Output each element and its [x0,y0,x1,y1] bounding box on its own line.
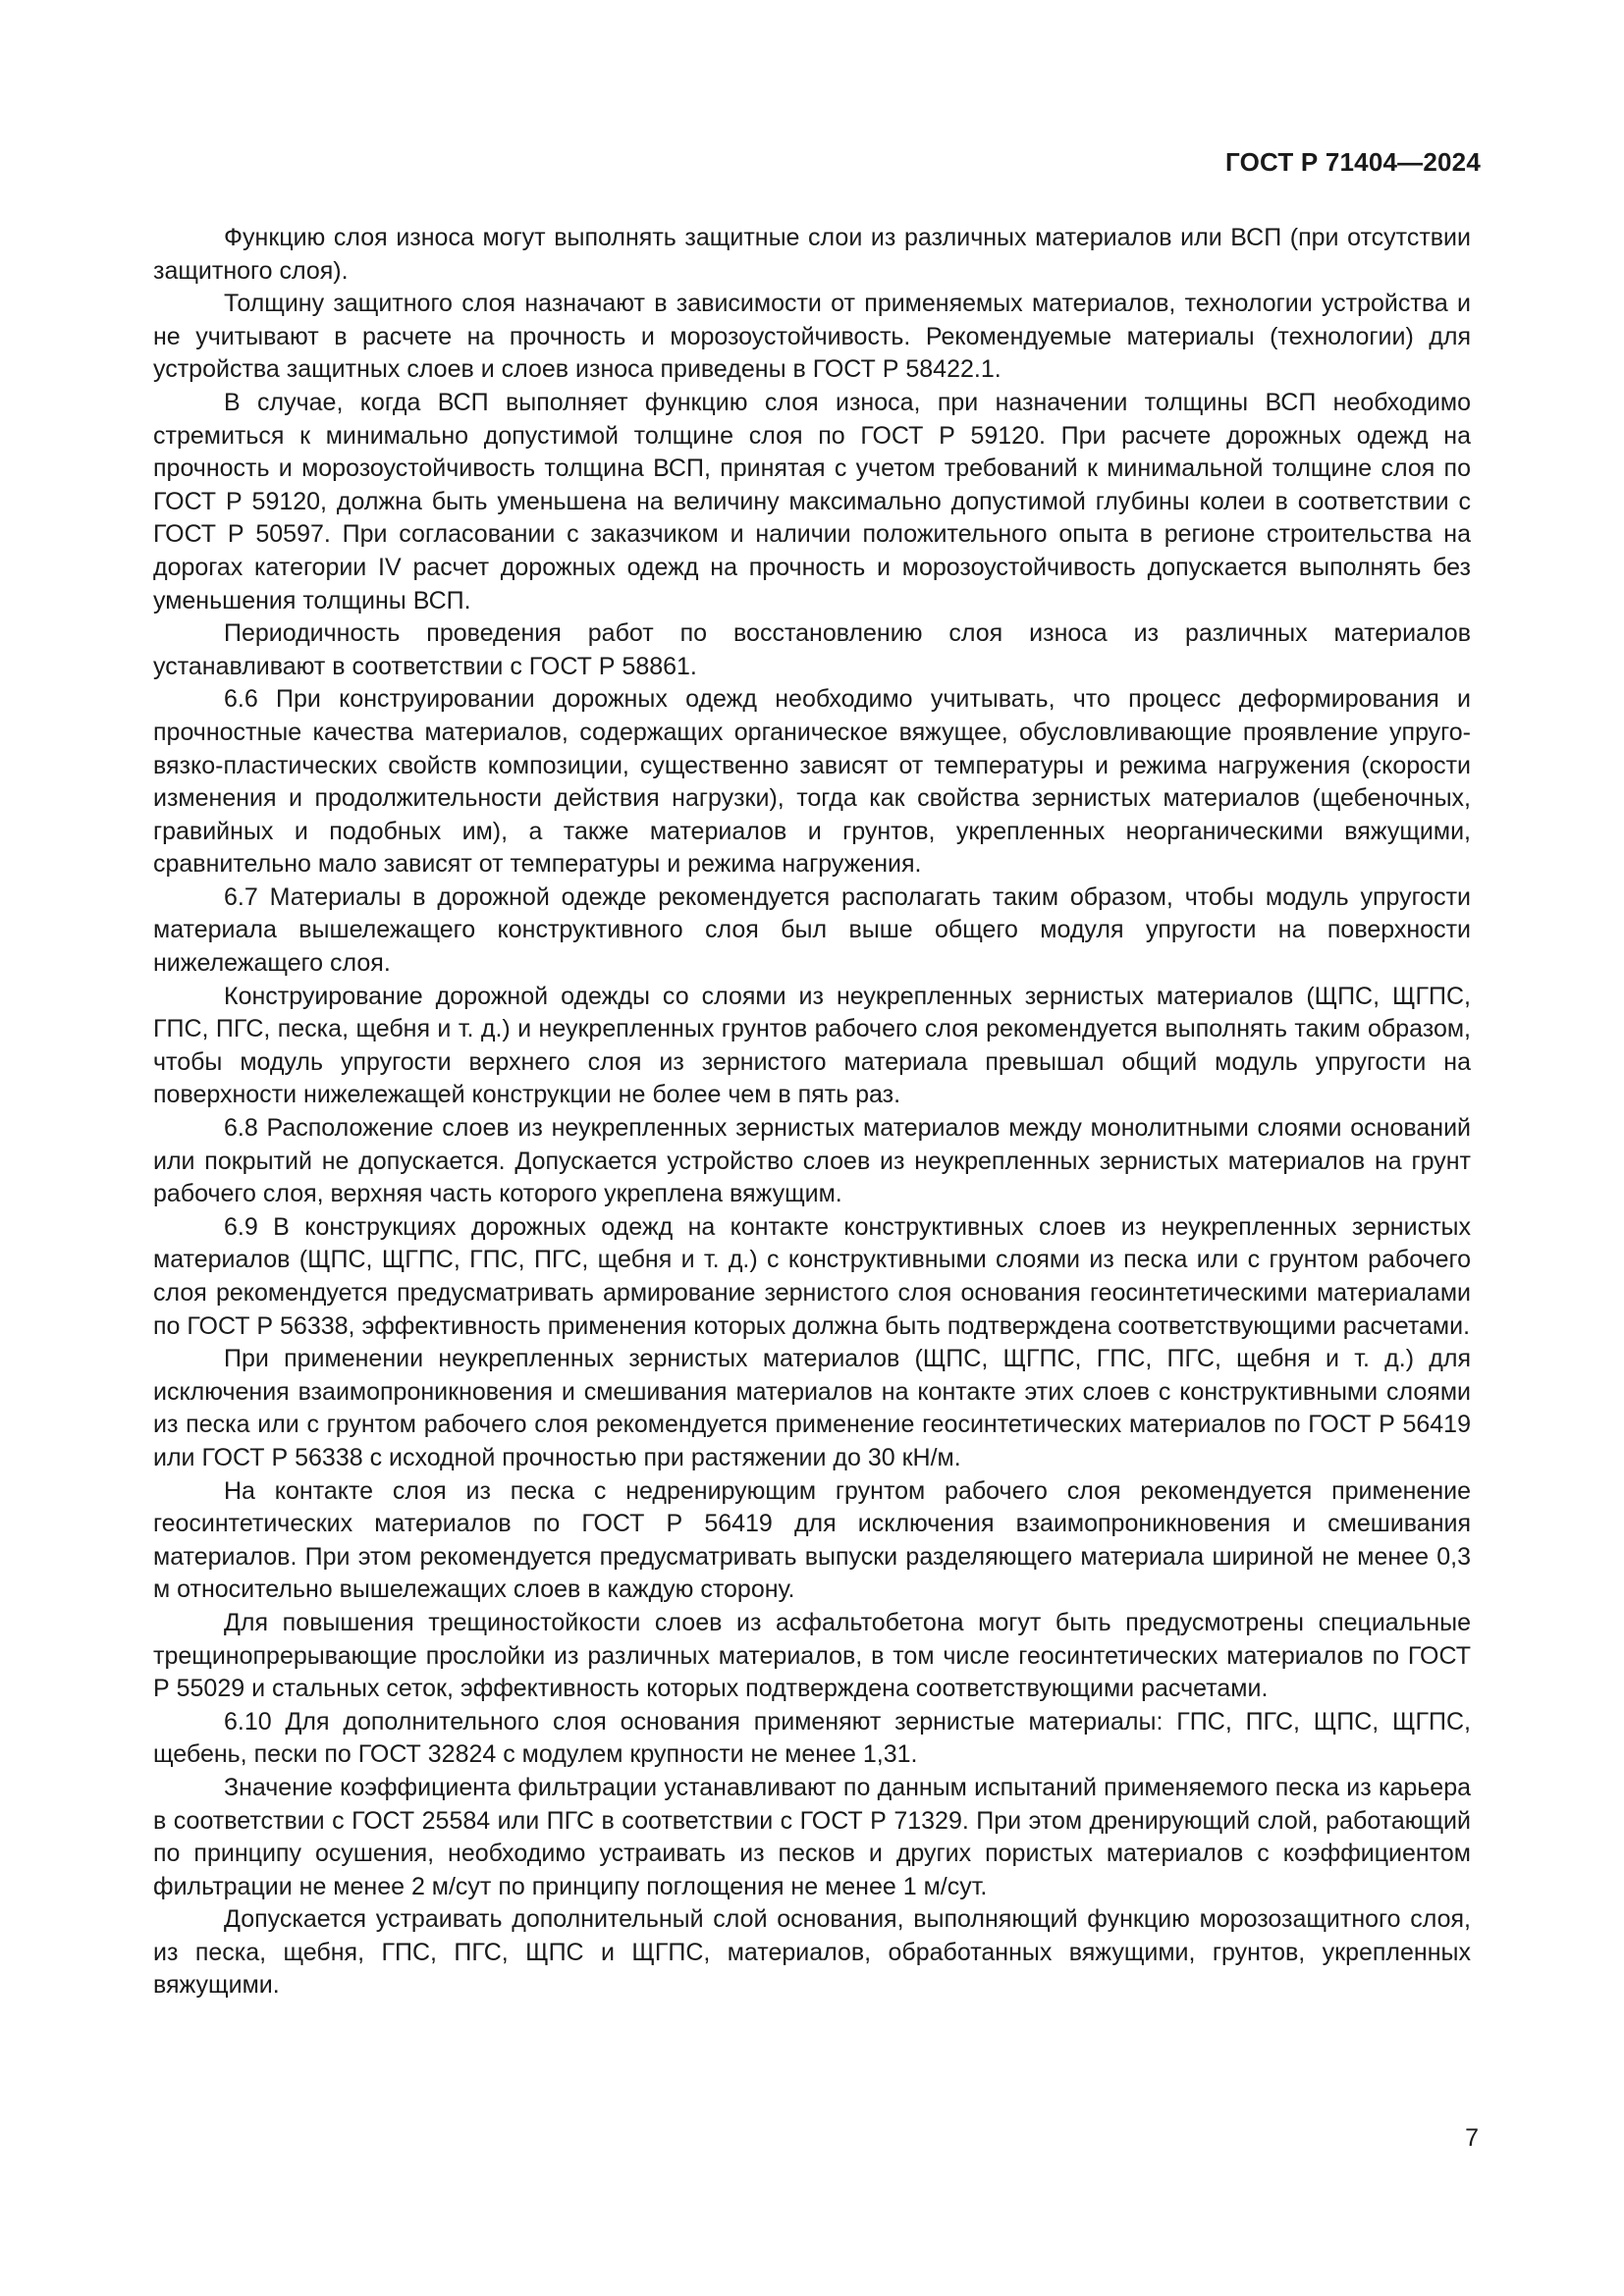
paragraph: Периодичность проведения работ по восстановлению слоя износа из различных материалов устанавливают в соответствии с ГОСТ Р 58861. [153,619,1471,680]
document-body [153,222,1471,2002]
paragraph: 6.9 В конструкциях дорожных одежд на контакте конструктивных слоев из неукрепленных зернистых материалов (ЩПС, ЩГПС, ГПС, ПГС, щебня и т. д.) с конструктивными слоями из песка или с грунтом рабочего слоя рекомендуется предусматривать армирование зернистого слоя основания геосинтетическими материалами по ГОСТ Р 56338, эффективность применения которых должна быть подтверждена соответствующими расчетами. [153,1212,1471,1340]
paragraph: Толщину защитного слоя назначают в зависимости от применяемых материалов, технологии устройства и не учитывают в расчете на прочность и морозоустойчивость. Рекомендуемые материалы (технологии) для устройства защитных слоев и слоев износа приведены в ГОСТ Р 58422.1. [153,290,1471,384]
paragraph: Значение коэффициента фильтрации устанавливают по данным испытаний применяемого песка из карьера в соответствии с ГОСТ 25584 или ПГС в соответствии с ГОСТ Р 71329. При этом дренирующий слой, работающий по принципу осушения, необходимо устраивать из песков и других пористых материалов с коэффициентом фильтрации не менее 2 м/сут по принципу поглощения не менее 1 м/сут. [153,1773,1471,1900]
paragraph: 6.8 Расположение слоев из неукрепленных зернистых материалов между монолитными слоями оснований или покрытий не допускается. Допускается устройство слоев из неукрепленных зернистых материалов на грунт рабочего слоя, верхняя часть которого укреплена вяжущим. [153,1114,1471,1208]
paragraph: В случае, когда ВСП выполняет функцию слоя износа, при назначении толщины ВСП необходимо стремиться к минимально допустимой толщине слоя по ГОСТ Р 59120. При расчете дорожных одежд на прочность и морозоустойчивость толщина ВСП, принятая с учетом требований к минимальной толщине слоя по ГОСТ Р 59120, должна быть уменьшена на величину максимально допустимой глубины колеи в соответствии с ГОСТ Р 50597. При согласовании с заказчиком и наличии положительного опыта в регионе строительства на дорогах категории IV расчет дорожных одежд на прочность и морозоустойчивость допускается выполнять без уменьшения толщины ВСП. [153,388,1471,614]
paragraph: Для повышения трещиностойкости слоев из асфальтобетона могут быть предусмотрены специальные трещинопрерывающие прослойки из различных материалов, в том числе геосинтетических материалов по ГОСТ Р 55029 и стальных сеток, эффективность которых подтверждена соответствующими расчетами. [153,1608,1471,1703]
paragraph: 6.6 При конструировании дорожных одежд необходимо учитывать, что процесс деформирования и прочностные качества материалов, содержащих органическое вяжущее, обусловливающие проявление упруго-вязко-пластических свойств композиции, существенно зависят от температуры и режима нагружения (скорости изменения и продолжительности действия нагрузки), тогда как свойства зернистых материалов (щебеночных, гравийных и подобных им), а также материалов и грунтов, укрепленных неорганическими вяжущими, сравнительно мало зависят от температуры и режима нагружения. [153,685,1471,879]
document-header: ГОСТ Р 71404—2024 [1225,147,1481,177]
paragraph: 6.10 Для дополнительного слоя основания применяют зернистые материалы: ГПС, ПГС, ЩПС, ЩГПС, щебень, пески по ГОСТ 32824 с модулем крупности не менее 1,31. [153,1707,1471,1769]
paragraph: При применении неукрепленных зернистых материалов (ЩПС, ЩГПС, ГПС, ПГС, щебня и т. д.) для исключения взаимопроникновения и смешивания материалов на контакте этих слоев с конструктивными слоями из песка или с грунтом рабочего слоя рекомендуется применение геосинтетических материалов по ГОСТ Р 56419 или ГОСТ Р 56338 с исходной прочностью при растяжении до 30 кН/м. [153,1345,1471,1471]
paragraph: 6.7 Материалы в дорожной одежде рекомендуется располагать таким образом, чтобы модуль упругости материала вышележащего конструктивного слоя был выше общего модуля упругости на поверхности нижележащего слоя. [153,882,1471,978]
page-number: 7 [1465,2124,1479,2152]
paragraph: Допускается устраивать дополнительный слой основания, выполняющий функцию морозозащитного слоя, из песка, щебня, ГПС, ПГС, ЩПС и ЩГПС, материалов, обработанных вяжущими, грунтов, укрепленных вяжущими. [153,1905,1471,2000]
paragraph: На контакте слоя из песка с недренирующим грунтом рабочего слоя рекомендуется применение геосинтетических материалов по ГОСТ Р 56419 для исключения взаимопроникновения и смешивания материалов. При этом рекомендуется предусматривать выпуски разделяющего материала шириной не менее 0,3 м относительно вышележащих слоев в каждую сторону. [153,1476,1471,1604]
paragraph: Функцию слоя износа могут выполнять защитные слои из различных материалов или ВСП (при отсутствии защитного слоя). [153,224,1471,285]
paragraph: Конструирование дорожной одежды со слоями из неукрепленных зернистых материалов (ЩПС, ЩГПС, ГПС, ПГС, песка, щебня и т. д.) и неукрепленных грунтов рабочего слоя рекомендуется выполнять таким образом, чтобы модуль упругости верхнего слоя из зернистого материала превышал общий модуль упругости на поверхности нижележащей конструкции не более чем в пять раз. [153,982,1471,1109]
